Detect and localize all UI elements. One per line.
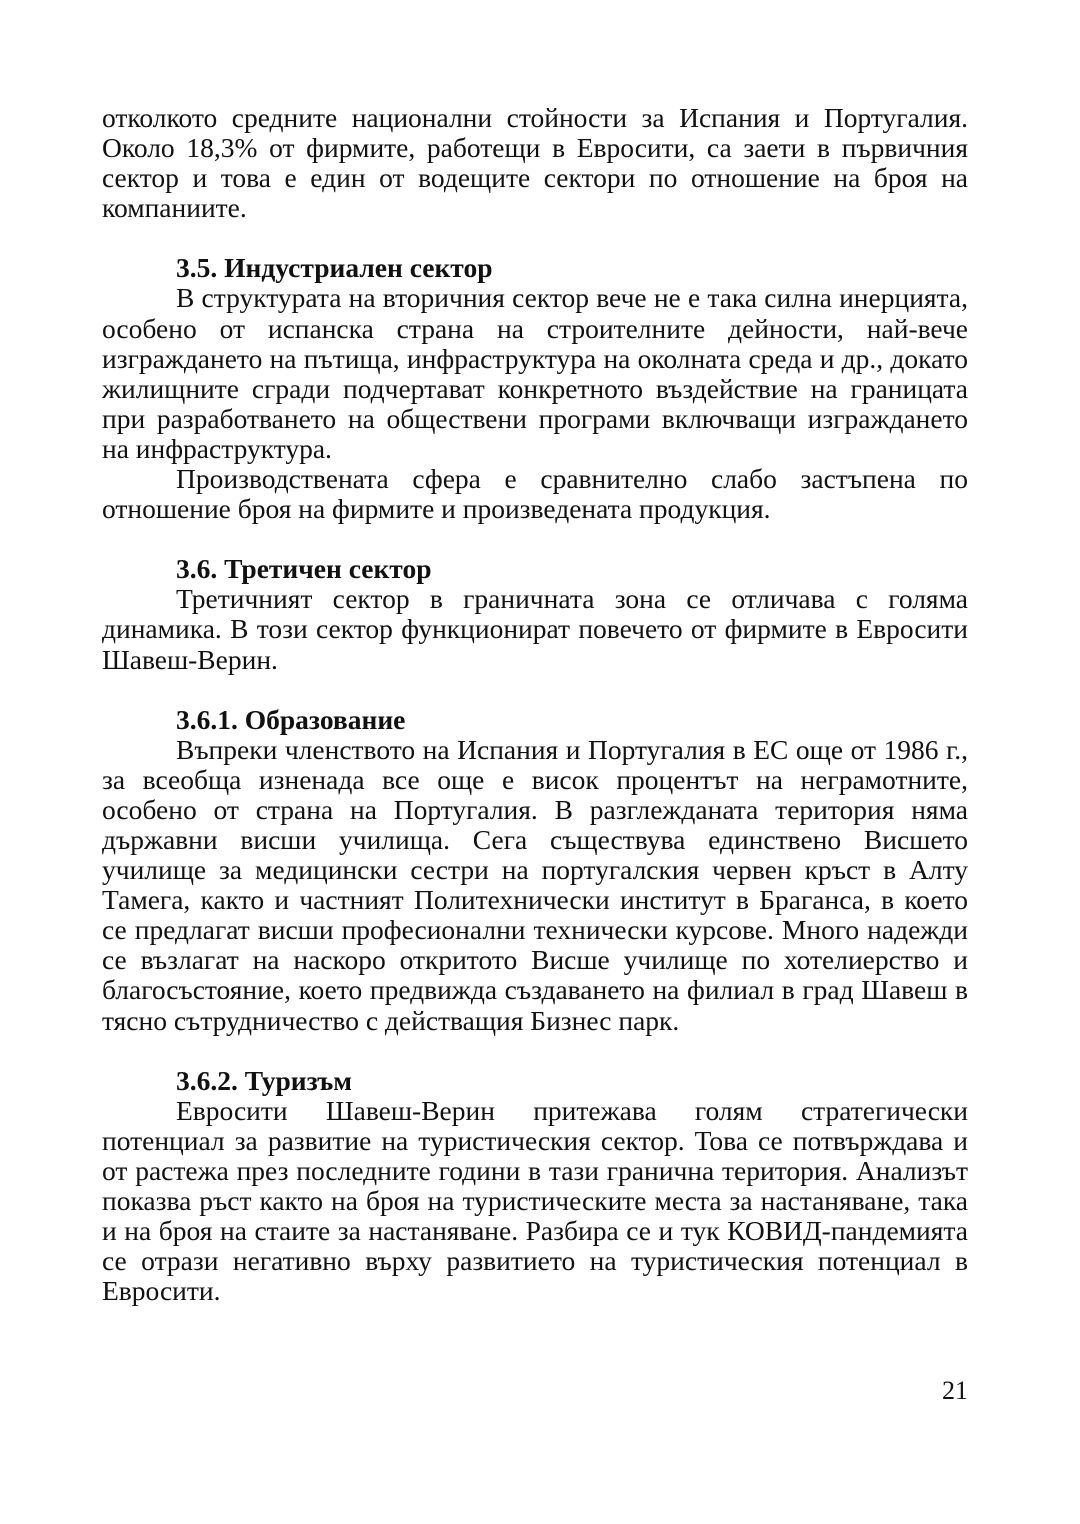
intro-paragraph: отколкото средните национални стойности за Испания и Португалия. Около 18,3% от фирмите, работещи в Евросити, са заети в първичния сектор и това е един от водещите сектори по отношение на броя на компаниите. <box>102 102 968 224</box>
section-3-5-paragraph-2: Производствената сфера е сравнително слабо застъпена по отношение броя на фирмите и произведената продукция. <box>102 463 968 525</box>
section-3-6-1-paragraph: Въпреки членството на Испания и Португалия в ЕС още от 1986 г., за всеобща изненада все още е висок процентът на неграмотните, особено от страна на Португалия. В разглежданата територия няма държавни висши училища. Сега съществува единствено Висшето училище за медицински сестри на португалския червен кръст в Алту Тамега, както и частният Политехнически институт в Браганса, в което се предлагат висши професионални технически курсове. Много надежди се възлагат на наскоро откритото Висше училище по хотелиерство и благосъстояние, което предвижда създаването на филиал в град Шавеш в тясно сътрудничество с действащия Бизнес парк. <box>102 733 968 1036</box>
spacer <box>102 1036 968 1066</box>
section-3-6-paragraph: Третичният сектор в граничната зона се отличава с голяма динамика. В този сектор функционират повечето от фирмите в Евросити Шавеш-Верин. <box>102 583 968 675</box>
section-heading-3-6: 3.6. Третичен сектор <box>176 553 432 585</box>
section-heading-3-5: 3.5. Индустриален сектор <box>176 252 493 284</box>
spacer <box>102 524 968 554</box>
spacer <box>102 223 968 253</box>
section-3-5-paragraph-1: В структурата на вторичния сектор вече не е така силна инерцията, особено от испанска страна на строителните дейности, най-вече изграждането на пътища, инфраструктура на околната среда и др., докато жилищните сгради подчертават конкретното въздействие на границата при разработването на обществени програми включващи изграждането на инфраструктура. <box>102 282 968 464</box>
section-heading-3-6-2: 3.6.2. Туризъм <box>176 1064 352 1096</box>
section-3-6-2-paragraph: Евросити Шавеш-Верин притежава голям стратегически потенциал за развитие на туристическия сектор. Това се потвърждава и от растежа през последните години в тази гранична територия. Анализът показва ръст както на броя на туристическите места за настаняване, така и на броя на стаите за настаняване. Разбира се и тук КОВИД-пандемията се отрази негативно върху развитието на туристическия потенциал в Евросити. <box>102 1094 968 1307</box>
page-number: 21 <box>942 1376 968 1405</box>
document-page <box>102 103 968 1306</box>
spacer <box>102 675 968 705</box>
section-heading-3-6-1: 3.6.1. Образование <box>176 703 406 735</box>
